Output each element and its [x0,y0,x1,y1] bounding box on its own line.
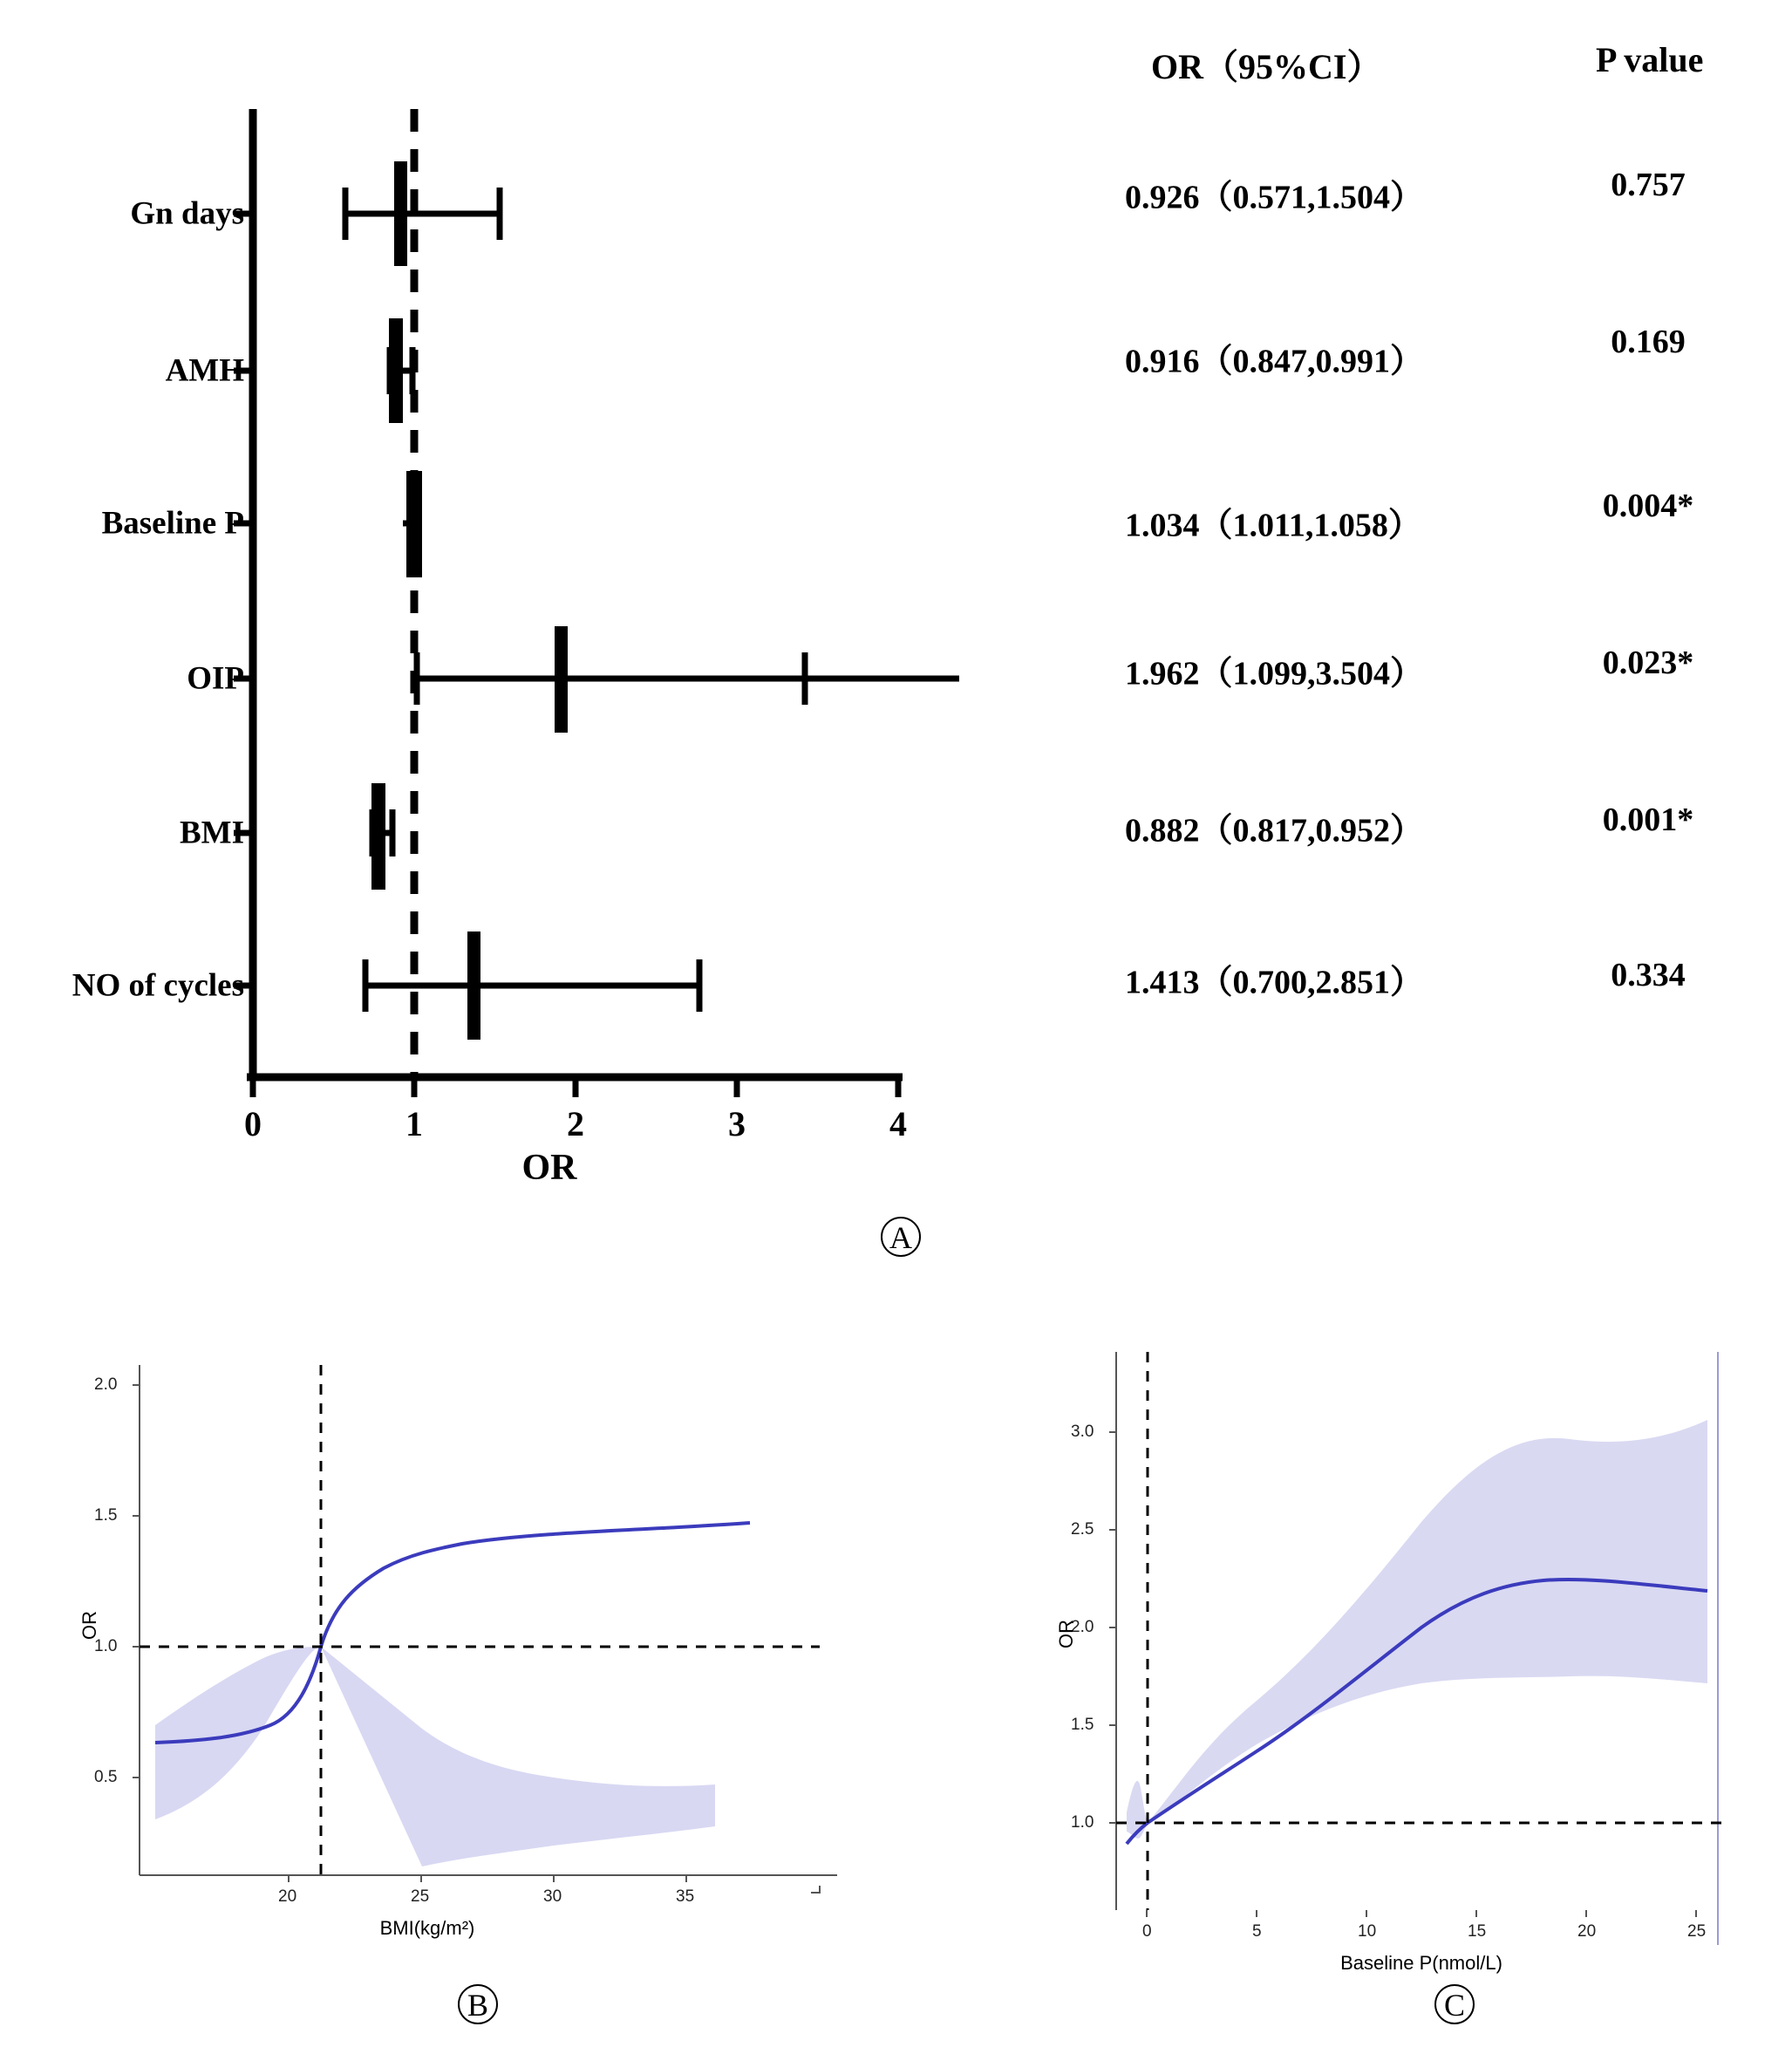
y-axis-title-or: OR [78,1611,100,1640]
forest-row-label: AMH [165,352,244,389]
y-tick-label: 2.0 [94,1375,118,1394]
x-tick-label: 5 [1252,1922,1262,1941]
x-tick-label: 4 [889,1104,907,1143]
x-axis-title-baseline-p: Baseline P(nmol/L) [1340,1952,1502,1974]
y-tick-label: 3.0 [1071,1423,1094,1441]
x-tick-label: 30 [543,1887,562,1906]
x-tick-label: 20 [1577,1922,1597,1941]
table-cell-or: 0.882（0.817,0.952） [1125,812,1424,850]
x-tick-label: 3 [728,1104,746,1143]
column-header-p: P value [1596,40,1704,79]
x-tick-label: 10 [1358,1922,1377,1941]
x-tick-label: 0 [1142,1922,1152,1941]
panel-letter-a: A [881,1217,921,1257]
table-cell-p: 0.001* [1602,802,1694,838]
column-header-or: OR（95%CI） [1151,47,1382,86]
panel-b-spline-bmi [52,1334,863,1962]
table-cell-or: 1.962（1.099,3.504） [1125,655,1424,693]
table-cell-p: 0.757 [1611,167,1686,203]
y-tick-label: 2.0 [1071,1618,1094,1636]
x-tick-label: 25 [1687,1922,1707,1941]
table-cell-p: 0.334 [1611,957,1686,993]
x-tick-label: 35 [676,1887,695,1906]
y-tick-label: 2.5 [1071,1520,1094,1539]
table-cell-p: 0.169 [1611,324,1686,360]
x-tick-label: 1 [405,1104,423,1143]
y-tick-label: 0.5 [94,1768,118,1786]
forest-plot-canvas [0,0,959,1221]
x-axis-title: OR [521,1148,577,1188]
panel-letter-b: B [458,1984,498,2024]
forest-row-label: Baseline P [101,505,244,542]
y-tick-label: 1.0 [94,1637,118,1655]
table-cell-p: 0.023* [1602,645,1694,681]
x-tick-label: 15 [1468,1922,1487,1941]
forest-row-label: Gn days [130,195,244,232]
forest-row-label: NO of cycles [72,967,244,1004]
x-tick-label: 25 [411,1887,430,1906]
y-tick-label: 1.5 [1071,1716,1094,1734]
x-tick-label: 2 [567,1104,584,1143]
forest-row-label: OIP [187,660,244,697]
table-cell-or: 0.916（0.847,0.991） [1125,343,1424,380]
x-axis-title-bmi: BMI(kg/m²) [379,1917,475,1939]
spline-chart-bmi [52,1334,863,1962]
table-cell-or: 0.926（0.571,1.504） [1125,179,1424,216]
y-axis-title-or: OR [1055,1620,1077,1648]
table-cell-p: 0.004* [1602,488,1694,524]
panel-c-spline-baselinep [1029,1334,1753,1997]
x-tick-label: 0 [244,1104,262,1143]
table-cell-or: 1.413（0.700,2.851） [1125,964,1424,1001]
forest-row-label: BMI [180,815,244,851]
forest-plot [0,0,959,1221]
spline-chart-baseline-p [1029,1334,1753,1997]
y-tick-label: 1.5 [94,1506,118,1525]
table-cell-or: 1.034（1.011,1.058） [1125,507,1421,544]
x-tick-label: 20 [278,1887,297,1906]
y-tick-label: 1.0 [1071,1813,1094,1832]
panel-letter-c: C [1434,1984,1475,2024]
